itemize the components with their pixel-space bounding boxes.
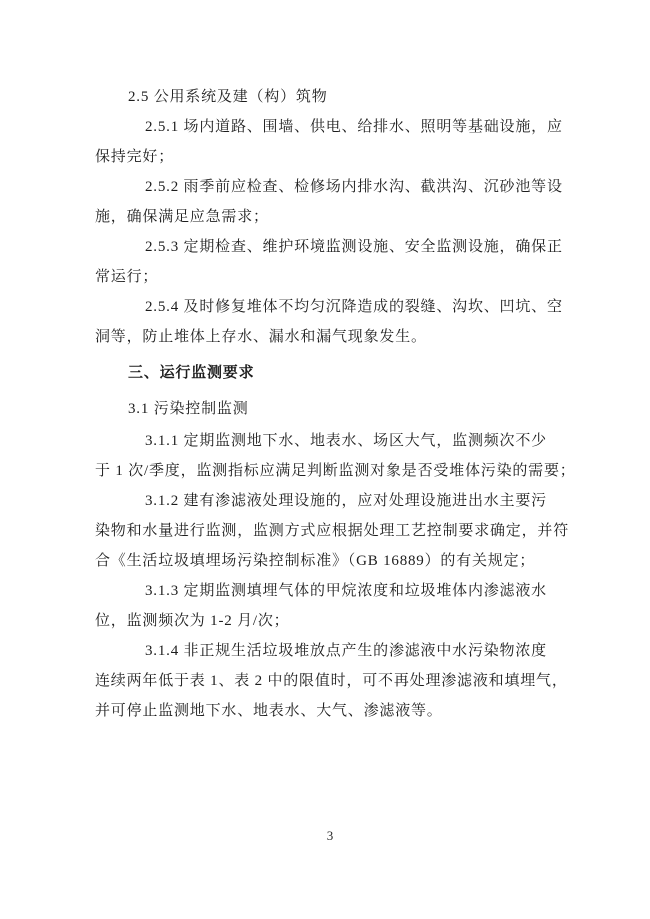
clause-2-5-4-line-2: 洞等，防止堆体上存水、漏水和漏气现象发生。: [95, 329, 427, 345]
page-number: 3: [326, 828, 334, 843]
clause-3-1-2-line-1: 3.1.2 建有渗滤液处理设施的，应对处理设施进出水主要污: [145, 493, 547, 509]
clause-3-1-4-line-3: 并可停止监测地下水、地表水、大气、渗滤液等。: [95, 703, 443, 719]
document-body: [95, 88, 576, 732]
clause-3-1-2-line-3: 合《生活垃圾填埋场污染控制标准》（GB 16889）的有关规定；: [95, 553, 536, 569]
clause-2-5-1-line-2: 保持完好；: [95, 149, 175, 165]
clause-3-1-1-line-1: 3.1.1 定期监测地下水、地表水、场区大气，监测频次不少: [145, 433, 547, 449]
clause-3-1-4-line-1: 3.1.4 非正规生活垃圾堆放点产生的渗滤液中水污染物浓度: [145, 643, 547, 659]
chapter-heading-3: 三、运行监测要求: [128, 365, 255, 381]
clause-2-5-3-line-2: 常运行；: [95, 269, 159, 285]
clause-3-1-4-line-2: 连续两年低于表 1、表 2 中的限值时，可不再处理渗滤液和填埋气，: [95, 673, 568, 689]
clause-3-1-3-line-2: 位，监测频次为 1-2 月/次；: [95, 613, 290, 629]
clause-3-1-3-line-1: 3.1.3 定期监测填埋气体的甲烷浓度和垃圾堆体内渗滤液水: [145, 583, 547, 599]
section-heading-2-5: 2.5 公用系统及建（构）筑物: [128, 89, 328, 105]
clause-2-5-4-line-1: 2.5.4 及时修复堆体不均匀沉降造成的裂缝、沟坎、凹坑、空: [145, 299, 563, 315]
clause-2-5-2-line-2: 施，确保满足应急需求；: [95, 209, 269, 225]
section-heading-3-1: 3.1 污染控制监测: [128, 401, 249, 417]
clause-3-1-2-line-2: 染物和水量进行监测，监测方式应根据处理工艺控制要求确定，并符: [95, 523, 570, 539]
clause-2-5-3-line-1: 2.5.3 定期检查、维护环境监测设施、安全监测设施，确保正: [145, 239, 563, 255]
clause-3-1-1-line-2: 于 1 次/季度，监测指标应满足判断监测对象是否受堆体污染的需要；: [95, 463, 576, 479]
clause-2-5-1-line-1: 2.5.1 场内道路、围墙、供电、给排水、照明等基础设施，应: [145, 119, 563, 135]
clause-2-5-2-line-1: 2.5.2 雨季前应检查、检修场内排水沟、截洪沟、沉砂池等设: [145, 179, 563, 195]
